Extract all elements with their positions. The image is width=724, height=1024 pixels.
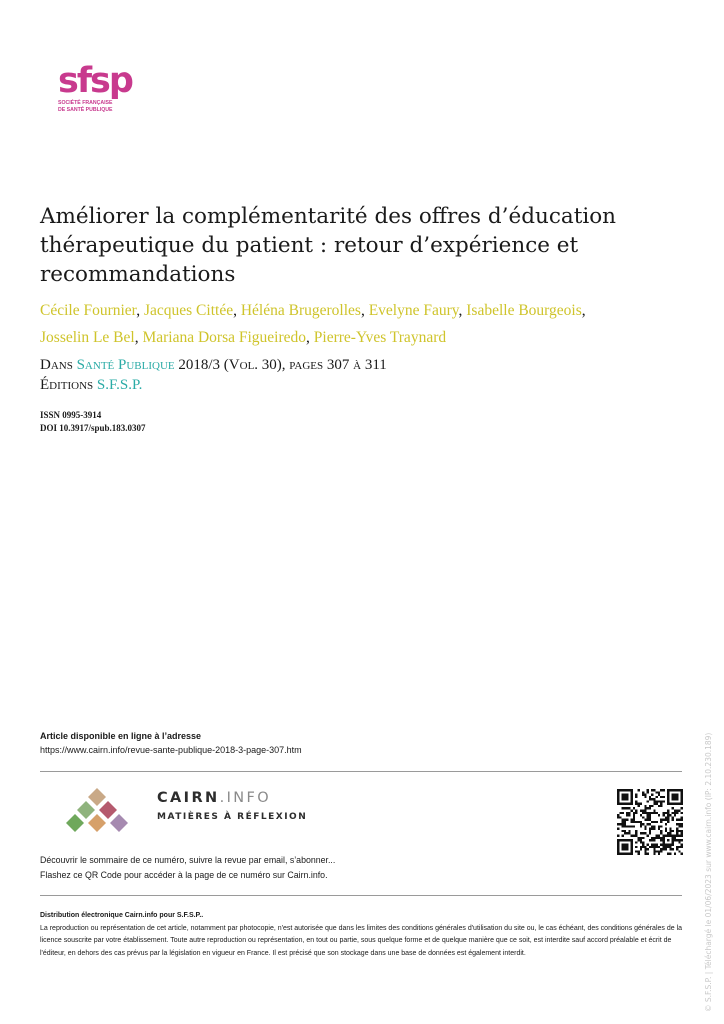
author-link[interactable]: Josselin Le Bel [40, 329, 135, 346]
sfsp-logo-line2: DE SANTÉ PUBLIQUE [58, 107, 113, 113]
publisher-prefix: Éditions [40, 377, 94, 393]
cairn-tagline: MATIÈRES À RÉFLEXION [157, 812, 308, 822]
legal-body: La reproduction ou représentation de cet article, notamment par photocopie, n'est autorisée que dans les limites des conditions générales d'utilisation du site ou, le cas échéant, des conditions générales de la licence souscrite par votre établissement. Toute autre reproduction ou représentation, en tout ou partie, sous quelque forme et de quelque manière que ce soit, est interdite sauf accord préalable et écrit de l'éditeur, en dehors des cas prévus par la législation en vigueur en France. Il est précisé que son stockage dans une base de données est également interdit. [40, 924, 683, 957]
article-title: Améliorer la complémentarité des offres d’éducation thérapeutique du patient : retour d’expérience et recommandations [40, 204, 617, 287]
download-sidenote: © S.F.S.P. | Téléchargé le 01/06/2023 sur www.cairn.info (IP: 2.10.230.189) [704, 732, 713, 1012]
publisher-line [40, 375, 690, 395]
author-link[interactable]: Isabelle Bourgeois [466, 302, 582, 319]
source-line [40, 355, 690, 375]
discover-text [40, 853, 335, 883]
cairn-diamonds-icon [66, 784, 132, 836]
discover-line2: Flashez ce QR Code pour accéder à la page de ce numéro sur Cairn.info. [40, 870, 328, 880]
author-link[interactable]: Pierre-Yves Traynard [313, 329, 447, 346]
legal-heading: Distribution électronique Cairn.info pour S.F.S.P.. [40, 912, 204, 919]
divider [40, 895, 682, 896]
availability-url[interactable]: https://www.cairn.info/revue-sante-publique-2018-3-page-307.htm [40, 745, 302, 755]
pages: , pages 307 à 311 [281, 357, 387, 373]
author-link[interactable]: Héléna Brugerolles [240, 302, 361, 319]
sfsp-logo-word: sfsp [58, 61, 132, 101]
sfsp-logo-line1: SOCIÉTÉ FRANÇAISE [58, 100, 113, 106]
legal-notice [40, 910, 686, 960]
author-link[interactable]: Cécile Fournier [40, 302, 137, 319]
identifiers [40, 409, 146, 435]
author-link[interactable]: Jacques Cittée [143, 302, 234, 319]
issue-number: 2018/3 [178, 357, 221, 373]
cairn-info: .INFO [219, 790, 272, 806]
availability-label: Article disponible en ligne à l’adresse [40, 731, 202, 741]
availability [40, 729, 302, 757]
journal-link[interactable]: Santé Publique [76, 357, 175, 373]
author-list: Cécile Fournier, Jacques Cittée, Héléna Brugerolles, Evelyne Faury, Isabelle Bourgeois, Josselin Le Bel, Mariana Dorsa Figueiredo, Pierre-Yves Traynard [40, 302, 586, 346]
divider [40, 771, 682, 772]
author-link[interactable]: Mariana Dorsa Figueiredo [142, 329, 307, 346]
doi: DOI 10.3917/spub.183.0307 [40, 423, 146, 433]
sfsp-logo [58, 61, 148, 114]
cairn-brand[interactable] [157, 790, 271, 806]
source-info [40, 355, 690, 395]
author-link[interactable]: Evelyne Faury [368, 302, 459, 319]
volume: (Vol. 30) [223, 357, 282, 373]
publisher-link[interactable]: S.F.S.P. [96, 377, 143, 393]
source-prefix: Dans [40, 357, 73, 373]
cairn-name: CAIRN [157, 790, 220, 806]
qr-code-icon[interactable] [617, 789, 683, 855]
discover-line1: Découvrir le sommaire de ce numéro, suivre la revue par email, s’abonner... [40, 855, 336, 865]
issn: ISSN 0995-3914 [40, 410, 102, 420]
